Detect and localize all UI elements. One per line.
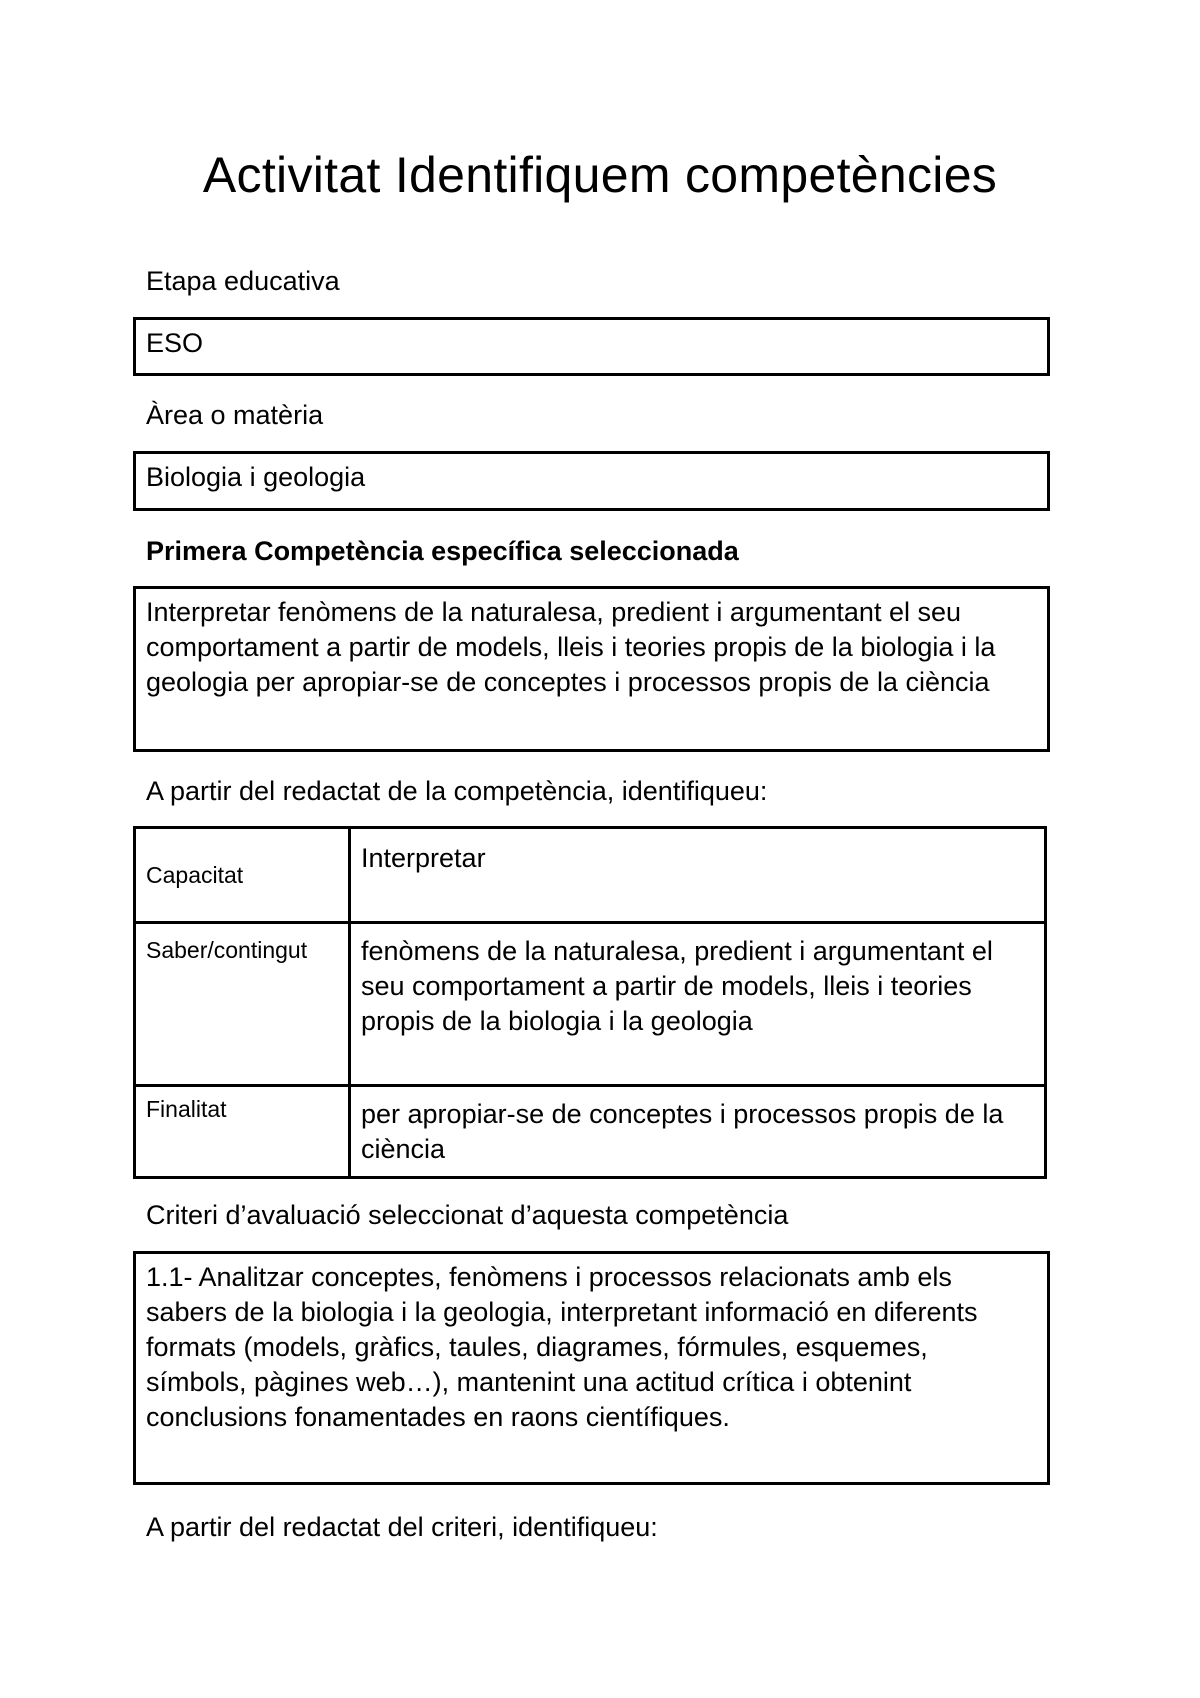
competencia-analysis-table — [133, 826, 1047, 1179]
row-key-saber: Saber/contingut — [135, 923, 350, 1086]
row-value-saber[interactable]: fenòmens de la naturalesa, predient i argumentant el seu comportament a partir de models, lleis i teories propis de la biologia i la geologia — [350, 923, 1046, 1086]
identify-prompt: A partir del redactat de la competència, identifiqueu: — [146, 776, 768, 806]
competencia-field[interactable]: Interpretar fenòmens de la naturalesa, predient i argumentant el seu comportament a partir de models, lleis i teories propis de la biologia i la geologia per apropiar-se de conceptes i processos propis de la ciència — [133, 586, 1050, 752]
area-field[interactable]: Biologia i geologia — [133, 451, 1050, 511]
area-label: Àrea o matèria — [146, 400, 324, 430]
criteri-prompt: A partir del redactat del criteri, identifiqueu: — [146, 1512, 658, 1542]
row-key-finalitat: Finalitat — [135, 1086, 350, 1178]
competencia-label: Primera Competència específica seleccionada — [146, 536, 739, 566]
row-value-capacitat[interactable]: Interpretar — [350, 828, 1046, 923]
etapa-field[interactable]: ESO — [133, 317, 1050, 376]
criteri-label: Criteri d’avaluació seleccionat d’aquesta competència — [146, 1200, 789, 1230]
table-row — [135, 828, 1046, 923]
row-key-capacitat: Capacitat — [135, 828, 350, 923]
table-row — [135, 1086, 1046, 1178]
etapa-label: Etapa educativa — [146, 266, 340, 296]
criteri-field[interactable]: 1.1- Analitzar conceptes, fenòmens i processos relacionats amb els sabers de la biologia i la geologia, interpretant informació en diferents formats (models, gràfics, taules, diagrames, fórmules, esquemes, símbols, pàgines web…), mantenint una actitud crítica i obtenint conclusions fonamentades en raons científiques. — [133, 1251, 1050, 1485]
table-row — [135, 923, 1046, 1086]
row-value-finalitat[interactable]: per apropiar-se de conceptes i processos propis de la ciència — [350, 1086, 1046, 1178]
page-title: Activitat Identifiquem competències — [202, 147, 998, 203]
